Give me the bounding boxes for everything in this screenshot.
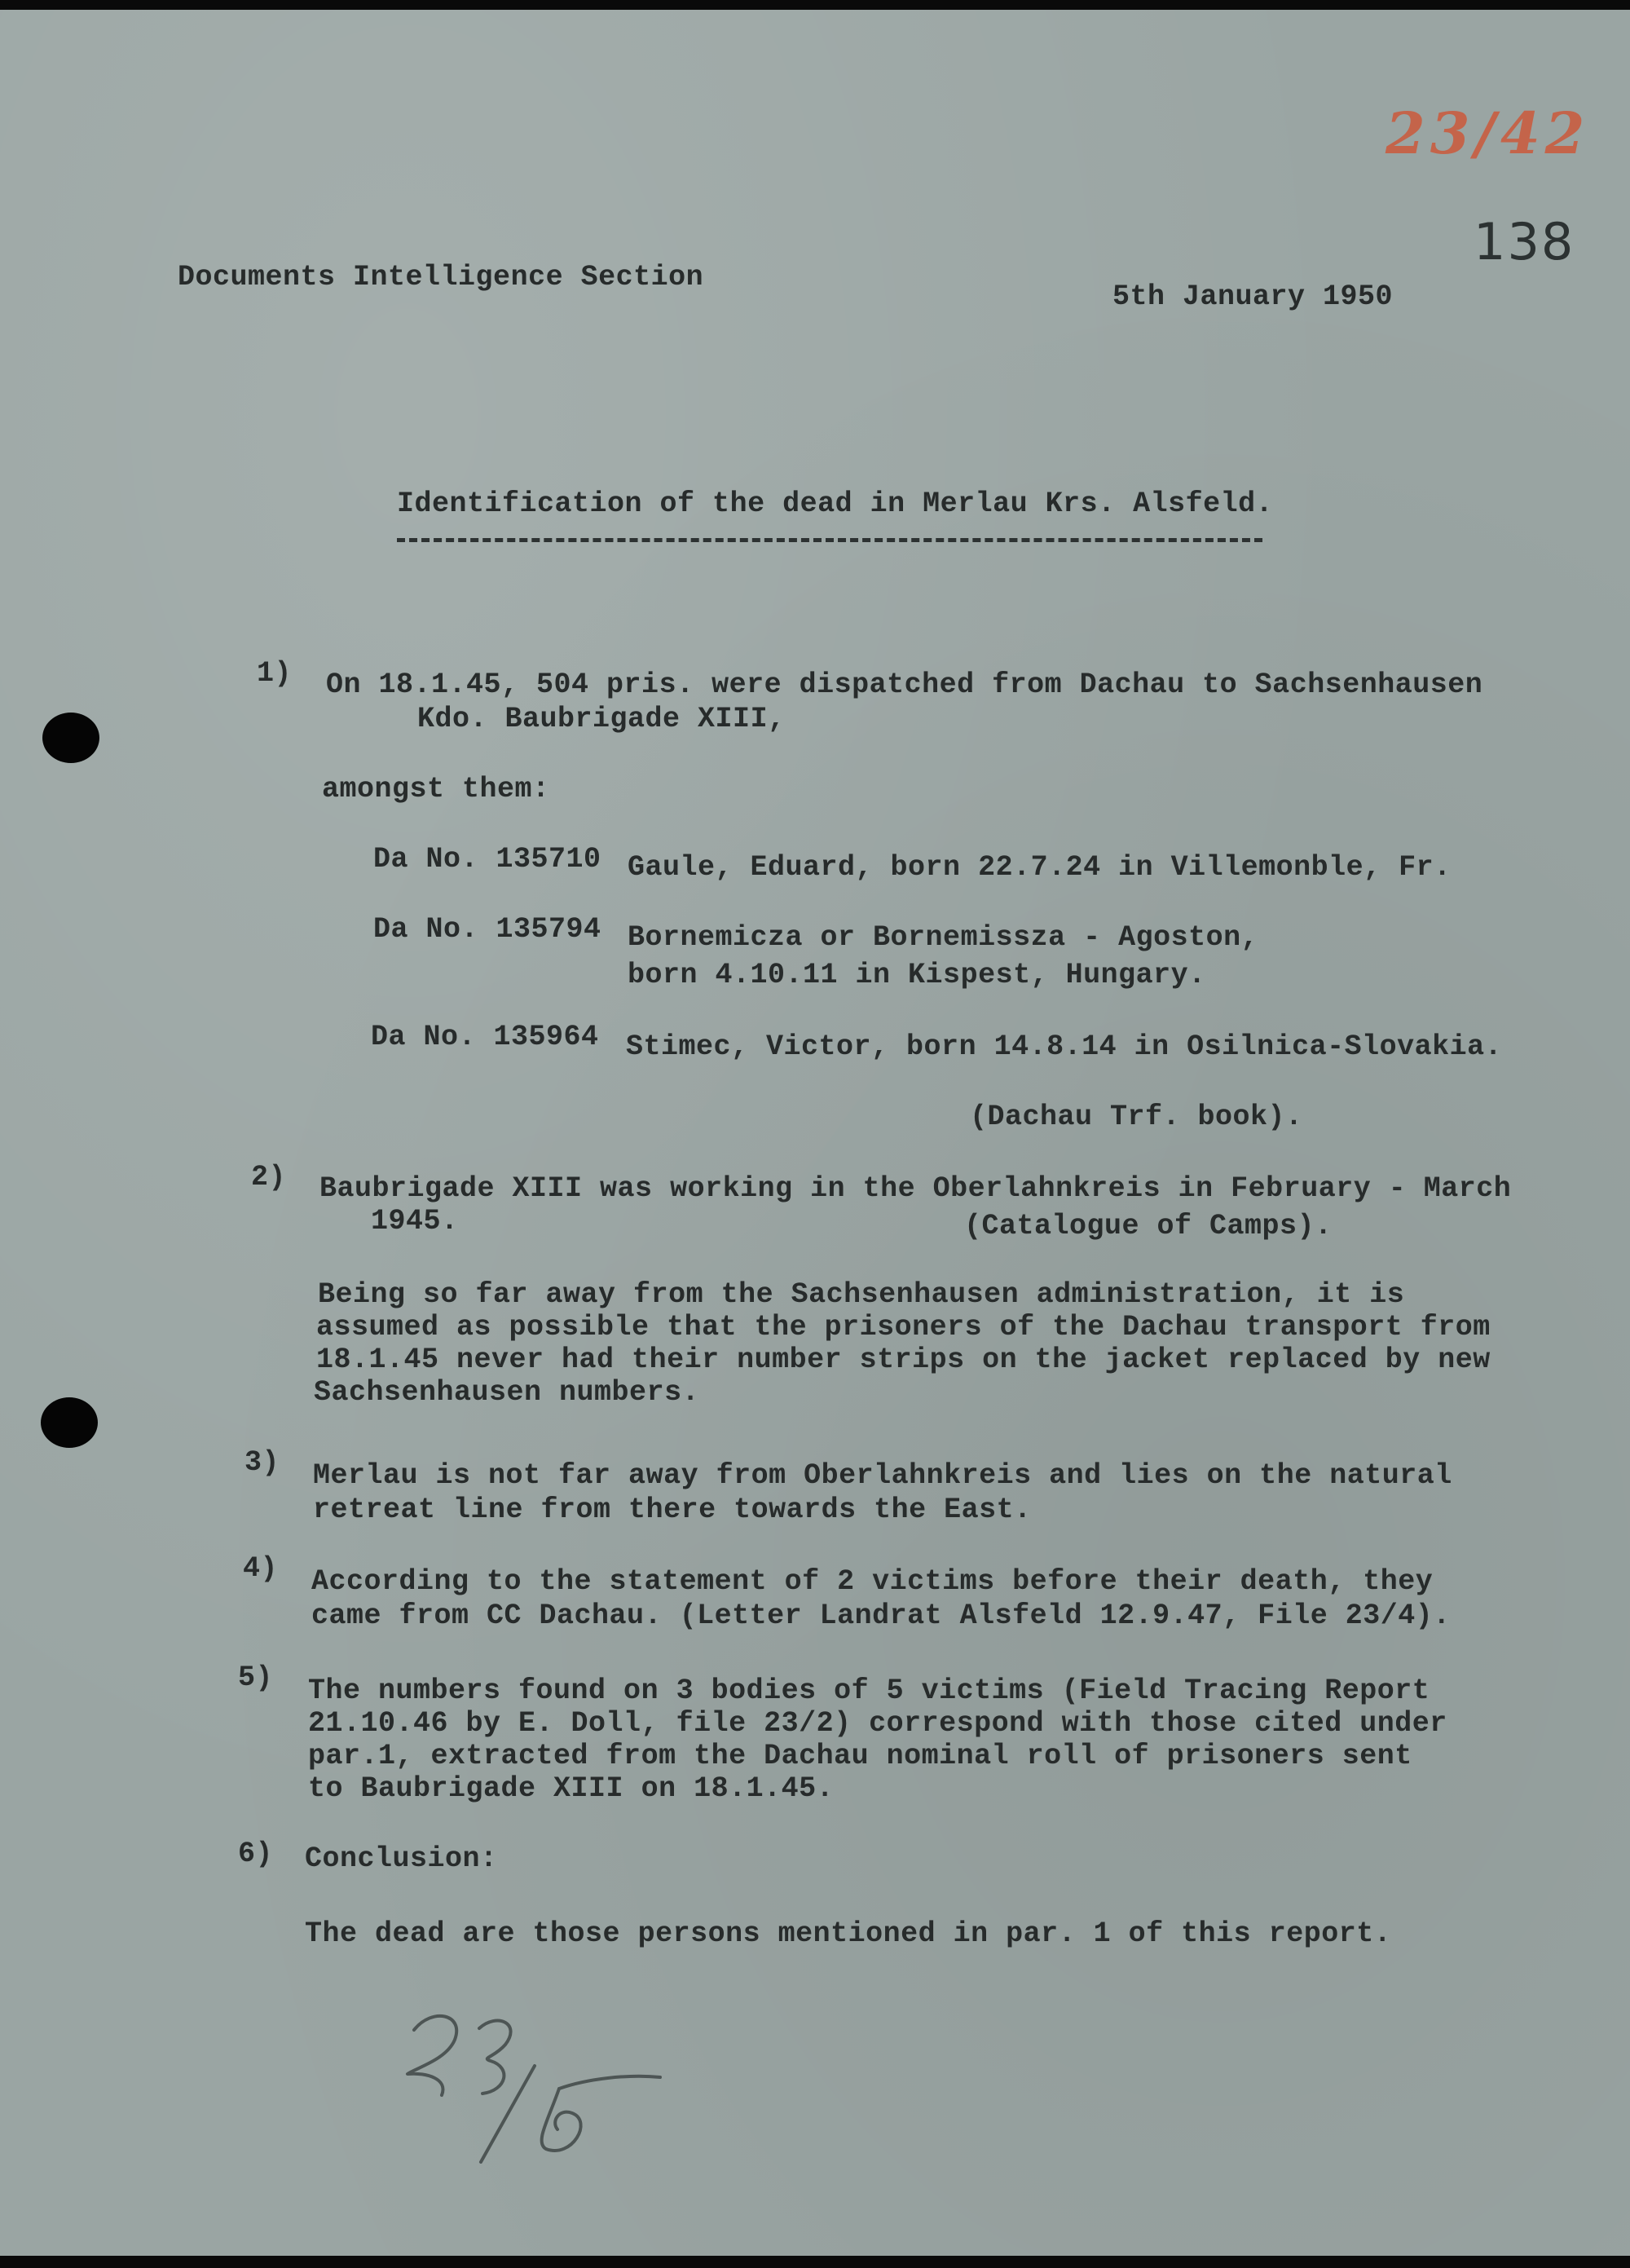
para6-number: 6) [238,1838,274,1870]
para3-number: 3) [244,1446,280,1479]
document-date: 5th January 1950 [1112,280,1394,313]
para5-line3: par.1, extracted from the Dachau nominal roll of prisoners sent [308,1740,1412,1772]
punch-hole-bottom [41,1397,98,1448]
para1-line2: Kdo. Baubrigade XIII, [417,703,786,735]
entry2-details-line2: born 4.10.11 in Kispest, Hungary. [628,959,1206,991]
para2-year: 1945. [371,1205,459,1238]
page-number-annotation: 138 [1474,212,1575,271]
entry2-number: Da No. 135794 [373,913,601,946]
para2-sub-line1: Being so far away from the Sachsenhausen administration, it is [318,1278,1405,1311]
para4-line1: According to the statement of 2 victims before their death, they [311,1565,1434,1598]
para6-conclusion: The dead are those persons mentioned in par. 1 of this report. [305,1917,1392,1950]
entry2-details-line1: Bornemicza or Bornemissza - Agoston, [628,921,1259,954]
para2-line1: Baubrigade XIII was working in the Oberlahnkreis in February - March [319,1172,1512,1205]
para5-line2: 21.10.46 by E. Doll, file 23/2) correspond with those cited under [308,1707,1447,1740]
para2-sub-line3: 18.1.45 never had their number strips on the jacket replaced by new [316,1344,1491,1376]
file-reference-annotation: 23/42 [1386,99,1590,167]
para1-line1: On 18.1.45, 504 pris. were dispatched from Dachau to Sachsenhausen [326,668,1483,701]
para4-line2: came from CC Dachau. (Letter Landrat Alsfeld 12.9.47, File 23/4). [311,1600,1451,1632]
para2-sub-line4: Sachsenhausen numbers. [314,1376,700,1409]
para6-label: Conclusion: [305,1842,498,1875]
para3-line2: retreat line from there towards the East. [313,1494,1032,1526]
document-title: Identification of the dead in Merlau Krs. Alsfeld. [397,488,1274,520]
section-name: Documents Intelligence Section [178,261,704,293]
para1-source: (Dachau Trf. book). [970,1101,1303,1133]
document-page [0,10,1630,2256]
para5-number: 5) [238,1661,274,1694]
entry3-number: Da No. 135964 [371,1021,599,1053]
para2-sub-line2: assumed as possible that the prisoners of the Dachau transport from [316,1311,1491,1344]
handwritten-initials [391,1999,685,2170]
entry1-number: Da No. 135710 [373,843,601,876]
para4-number: 4) [243,1552,279,1585]
para3-line1: Merlau is not far away from Oberlahnkreis and lies on the natural [313,1459,1452,1492]
punch-hole-top [42,713,99,763]
entry1-details: Gaule, Eduard, born 22.7.24 in Villemonble, Fr. [628,851,1452,884]
para2-number: 2) [251,1161,287,1194]
para2-source: (Catalogue of Camps). [964,1210,1333,1242]
para1-amongst: amongst them: [322,773,550,805]
title-underline [397,538,1262,542]
para5-line4: to Baubrigade XIII on 18.1.45. [308,1772,835,1805]
para5-line1: The numbers found on 3 bodies of 5 victims (Field Tracing Report [308,1675,1430,1707]
entry3-details: Stimec, Victor, born 14.8.14 in Osilnica-Slovakia. [626,1030,1503,1063]
para1-number: 1) [257,657,293,690]
